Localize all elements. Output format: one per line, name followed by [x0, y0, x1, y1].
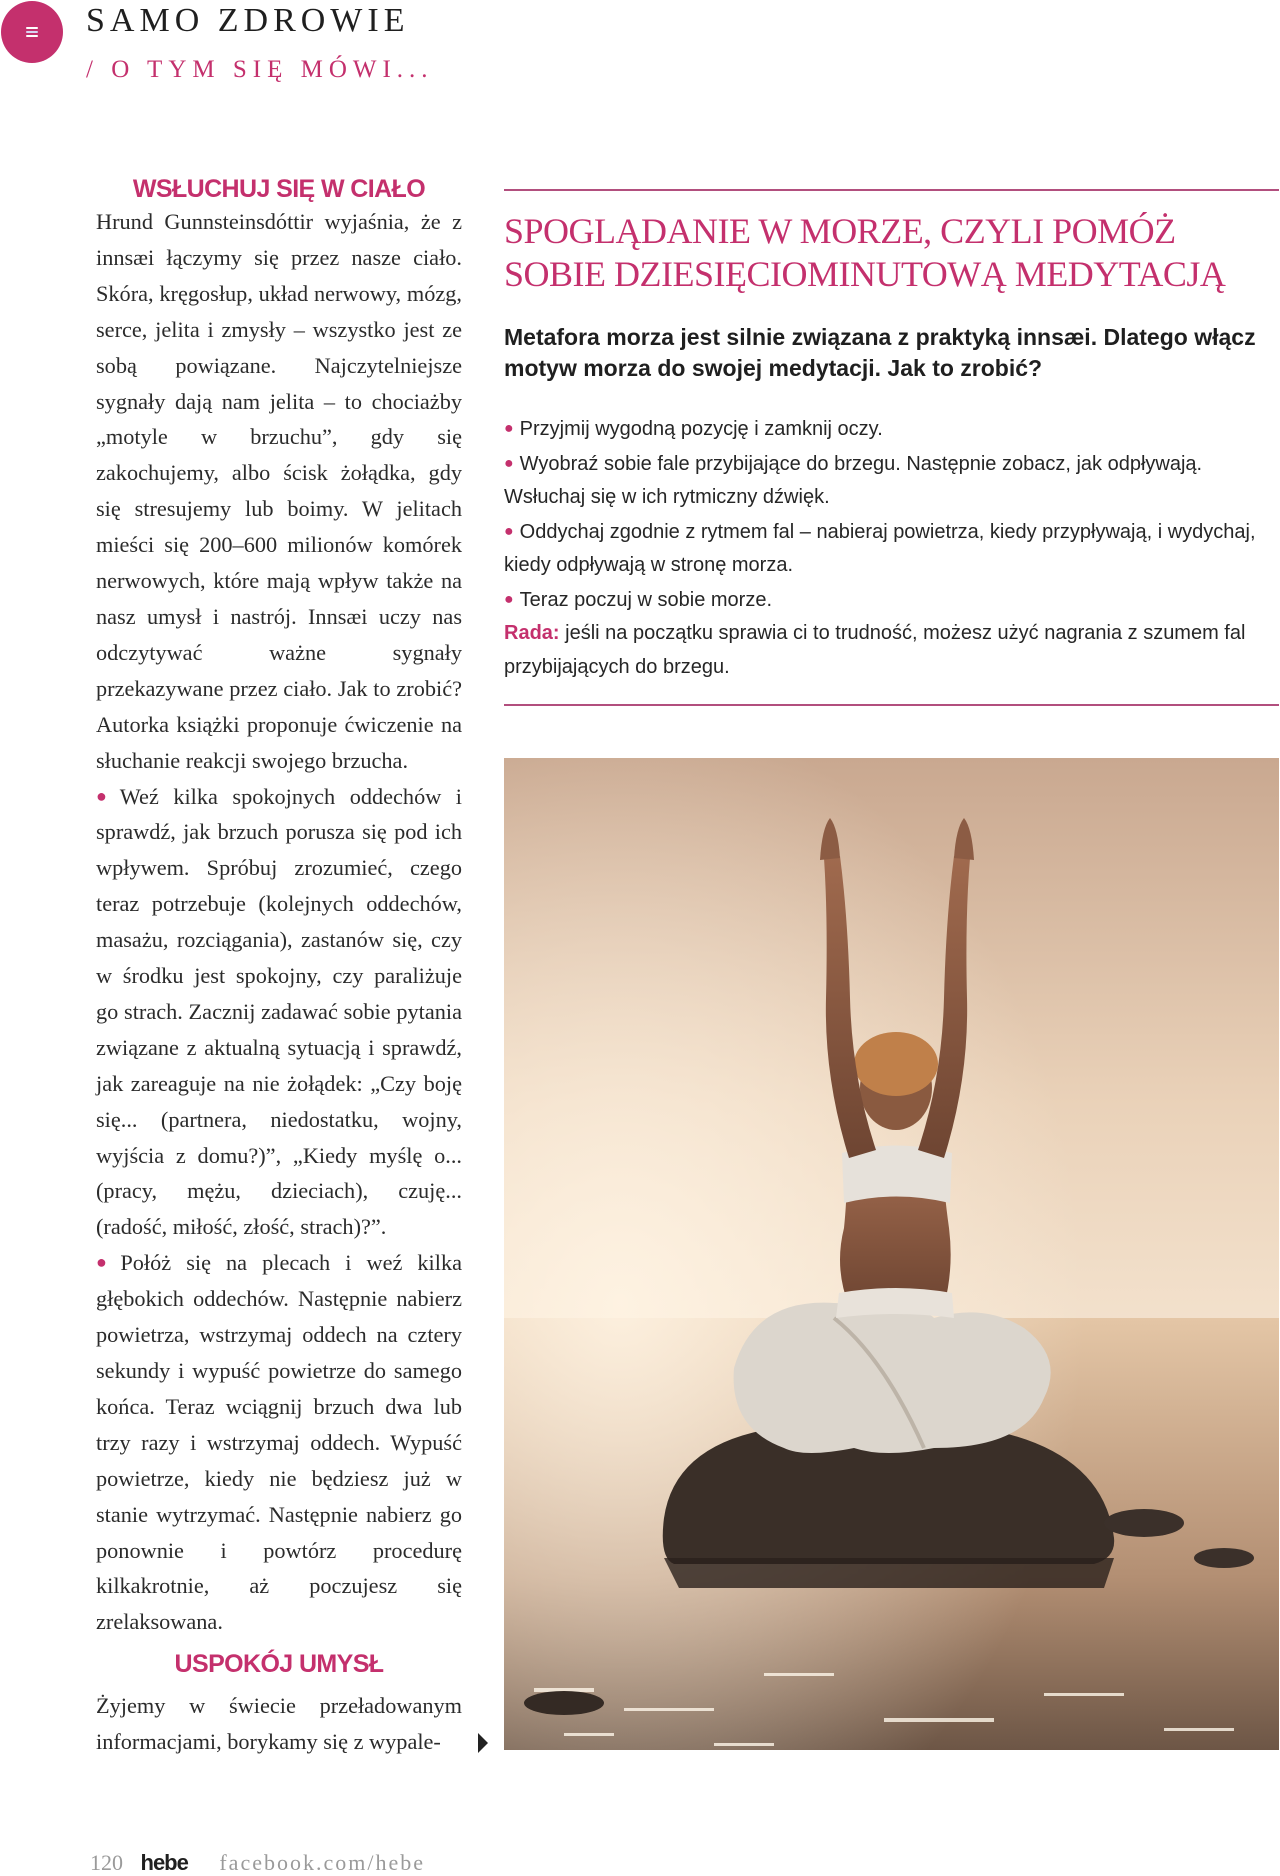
left-column: [96, 175, 462, 1640]
triangle-right-icon: [478, 1733, 488, 1753]
bullet-dot-icon: ●: [504, 522, 514, 540]
tip-label: Rada:: [504, 622, 560, 644]
bullet-dot-icon: ●: [504, 420, 514, 437]
bullet-dot-icon: ●: [504, 590, 514, 608]
box-top-rule: [504, 189, 1279, 191]
hamburger-menu-icon: [26, 25, 38, 39]
uspokoj-paragraph: Żyjemy w świecie przeładowanym informacjami, borykamy się z wypale-: [96, 1693, 462, 1754]
list-item: ● Wyobraź sobie fale przybijające do brzegu. Następnie zobacz, jak odpływają. Wsłuchaj się w ich rytmiczny dźwięk.: [504, 452, 1203, 508]
brand-logo: hebe: [140, 1850, 188, 1875]
section-subtitle: / O TYM SIĘ MÓWI...: [86, 56, 434, 83]
box-bottom-rule: [504, 704, 1279, 706]
facebook-link[interactable]: facebook.com/hebe: [219, 1850, 425, 1875]
meditation-photo: [504, 758, 1279, 1750]
intro-paragraph: Hrund Gunnsteinsdóttir wyjaśnia, że z innsæi łączymy się przez nasze ciało. Skóra, kręgosłup, układ nerwowy, mózg, serce, jelita i zmysły – wszystko jest ze sobą powiązane. Najczytelniejsze sygnały dają nam jelita – to chociażby „motyle w brzuchu”, gdy się zakochujemy, albo ścisk żołądka, gdy się stresujemy lub boimy. W jelitach mieści się 200–600 milionów komórek nerwowych, które mają wpływ także na nasz umysł i nastrój. Innsæi uczy nas odczytywać ważne sygnały przekazywane przez ciało. Jak to zrobić? Autorka książki proponuje ćwiczenie na słuchanie reakcji swojego brzucha.: [96, 209, 462, 773]
list-item: ● Przyjmij wygodną pozycję i zamknij oczy.: [504, 418, 883, 440]
exercise-bullet-1: ● Weź kilka spokojnych oddechów i sprawdź, jak brzuch porusza się pod ich wpływem. Spróbuj zrozumieć, czego teraz potrzebuje (kolejnych oddechów, masażu, rozciągania), zastanów się, czy w środku jest spokojny, czy paraliżuje go strach. Zacznij zadawać sobie pytania związane z aktualną sytuacją i sprawdź, jak zareaguje na nie żołądek: „Czy boję się... (partnera, niedostatku, wojny, wyjścia z domu?)”, „Kiedy myślę o... (pracy, mężu, dzieciach), czuję... (radość, miłość, złość, strach)?”.: [96, 783, 463, 1240]
box-title: SPOGLĄDANIE W MORZE, CZYLI POMÓŻ SOBIE DZIESIĘCIOMINUTOWĄ MEDYTACJĄ: [504, 211, 1226, 294]
bullet-dot-icon: ●: [96, 785, 116, 806]
section-title: SAMO ZDROWIE: [86, 2, 410, 39]
tip: [504, 617, 1274, 684]
tip-text: jeśli na początku sprawia ci to trudność, możesz użyć nagrania z szumem fal przybijających do brzegu.: [504, 622, 1246, 678]
list-item: ● Oddychaj zgodnie z rytmem fal – nabieraj powietrza, kiedy przypływają, i wydychaj, kiedy odpływają w stronę morza.: [504, 520, 1256, 576]
footer: [90, 1850, 425, 1876]
bullet-dot-icon: ●: [504, 454, 514, 472]
heading-uspokoj-umysl: USPOKÓJ UMYSŁ: [174, 1650, 384, 1678]
menu-button[interactable]: [1, 1, 63, 63]
box-lead: Metafora morza jest silnie związana z praktyką innsæi. Dlatego włącz motyw morza do swojej medytacji. Jak to zrobić?: [504, 324, 1256, 381]
bullet-dot-icon: ●: [96, 1252, 117, 1273]
page-number: 120: [90, 1850, 123, 1875]
heading-wsluchuj-sie-w-cialo: WSŁUCHUJ SIĘ W CIAŁO: [132, 175, 426, 203]
meditation-steps: [504, 412, 1274, 684]
list-item: ● Teraz poczuj w sobie morze.: [504, 588, 772, 611]
exercise-bullet-2: ● Połóż się na plecach i weź kilka głębokich oddechów. Następnie nabierz powietrza, wstrzymaj oddech na cztery sekundy i wypuść powietrze do samego końca. Teraz wciągnij brzuch dwa lub trzy razy i wstrzymaj oddech. Wypuść powietrze, kiedy nie będziesz już w stanie wytrzymać. Następnie nabierz go ponownie i powtórz procedurę kilkakrotnie, aż poczujesz się zrelaksowana.: [96, 1250, 462, 1635]
